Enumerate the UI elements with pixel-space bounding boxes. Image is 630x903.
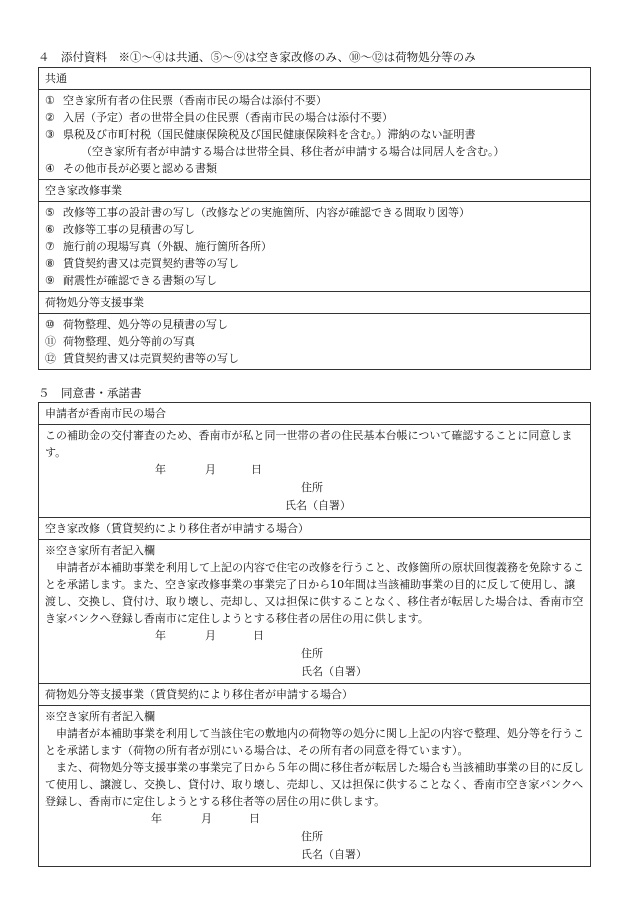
list-item: ⑧ 賃貸契約書又は売買契約書等の写し <box>45 257 239 270</box>
month-label: 月 <box>205 629 216 642</box>
consent-table <box>38 402 591 867</box>
signature-label: 氏名（自署） <box>301 665 367 678</box>
block3-body2: また、荷物処分等支援事業の事業完了日から５年の間に移住者が転居した場合も当該補助事業の目的に反して使用し、譲渡し、交換し、貸付け、取り壊し、売却し、又は担保に供することなく、香南市空き家バンクへ登録し、香南市に定住しようとする移住者等の居住の用に供します。 <box>45 761 584 808</box>
list-item: ③ 県税及び市町村税（国民健康保険税及び国民健康保険料を含む。）滞納のない証明書 <box>45 128 476 141</box>
section4-title: ４ 添付資料 ※①～④は共通、⑤～⑨は空き家改修のみ、⑩～⑫は荷物処分等のみ <box>38 50 476 64</box>
month-label: 月 <box>201 812 212 825</box>
renovation-items <box>39 202 591 292</box>
address-label: 住所 <box>301 481 323 494</box>
common-items <box>39 90 591 180</box>
block1-body: この補助金の交付審査のため、香南市が私と同一世帯の者の住民基本台帳について確認することに同意します。 <box>45 429 573 459</box>
signature-label: 氏名（自署） <box>285 499 351 512</box>
list-item: ① 空き家所有者の住民票（香南市民の場合は添付不要） <box>45 94 327 107</box>
item3-note: （空き家所有者が申請する場合は世帯全員、移住者が申請する場合は同居人を含む。） <box>81 145 505 158</box>
block2-body: 申請者が本補助事業を利用して上記の内容で住宅の改修を行うこと、改修箇所の原状回復義務を免除することを承諾します。また、空き家改修事業の事業完了日から10年間は当該補助事業の目的に反して使用し、譲渡し、交換し、貸付け、取り壊し、売却し、又は担保に供することなく、移住者が転居した場合は、香南市空き家バンクへ登録し香南市に定住しようとする移住者の居住の用に供します。 <box>45 561 584 625</box>
year-label: 年 <box>155 629 166 642</box>
list-item: ⑥ 改修等工事の見積書の写し <box>45 223 195 236</box>
day-label: 日 <box>253 629 264 642</box>
disposal-items <box>39 314 591 370</box>
year-label: 年 <box>155 463 166 476</box>
disposal-header: 荷物処分等支援事業 <box>39 292 591 314</box>
date-line <box>45 461 584 479</box>
signature-label: 氏名（自署） <box>301 848 367 861</box>
list-item: ② 入居（予定）者の世帯全員の住民票（香南市民の場合は添付不要） <box>45 111 393 124</box>
block3-body1: 申請者が本補助事業を利用して当該住宅の敷地内の荷物等の処分に関し上記の内容で整理、処分等を行うことを承諾します（荷物の所有者が別にいる場合は、その所有者の同意を得ています）。 <box>45 727 584 757</box>
list-item: ⑪ 荷物整理、処分等前の写真 <box>45 335 195 348</box>
list-item: ④ その他市長が必要と認める書類 <box>45 162 217 175</box>
day-label: 日 <box>251 463 262 476</box>
owner-note: ※空き家所有者記入欄 <box>45 544 155 557</box>
block3-body-cell <box>39 706 591 867</box>
common-header: 共通 <box>39 68 591 90</box>
section5-title: ５ 同意書・承諾書 <box>38 386 142 400</box>
month-label: 月 <box>205 463 216 476</box>
block2-body-cell <box>39 540 591 684</box>
address-label: 住所 <box>301 647 323 660</box>
attachments-table <box>38 67 591 370</box>
list-item: ⑫ 賃貸契約書又は売買契約書等の写し <box>45 352 239 365</box>
list-item: ⑦ 施行前の現場写真（外観、施行箇所各所） <box>45 240 272 253</box>
list-item: ⑩ 荷物整理、処分等の見積書の写し <box>45 318 228 331</box>
year-label: 年 <box>151 812 162 825</box>
block1-header: 申請者が香南市民の場合 <box>39 403 591 425</box>
date-line <box>45 810 584 828</box>
block2-header: 空き家改修（賃貸契約により移住者が申請する場合） <box>39 518 591 540</box>
renovation-header: 空き家改修事業 <box>39 180 591 202</box>
owner-note: ※空き家所有者記入欄 <box>45 710 155 723</box>
address-label: 住所 <box>301 830 323 843</box>
block3-header: 荷物処分等支援事業（賃貸契約により移住者が申請する場合） <box>39 684 591 706</box>
date-line <box>45 627 584 645</box>
list-item: ⑨ 耐震性が確認できる書類の写し <box>45 274 217 287</box>
day-label: 日 <box>249 812 260 825</box>
block1-body-cell <box>39 425 591 518</box>
list-item: ⑤ 改修等工事の設計書の写し（改修などの実施箇所、内容が確認できる間取り図等） <box>45 206 470 219</box>
